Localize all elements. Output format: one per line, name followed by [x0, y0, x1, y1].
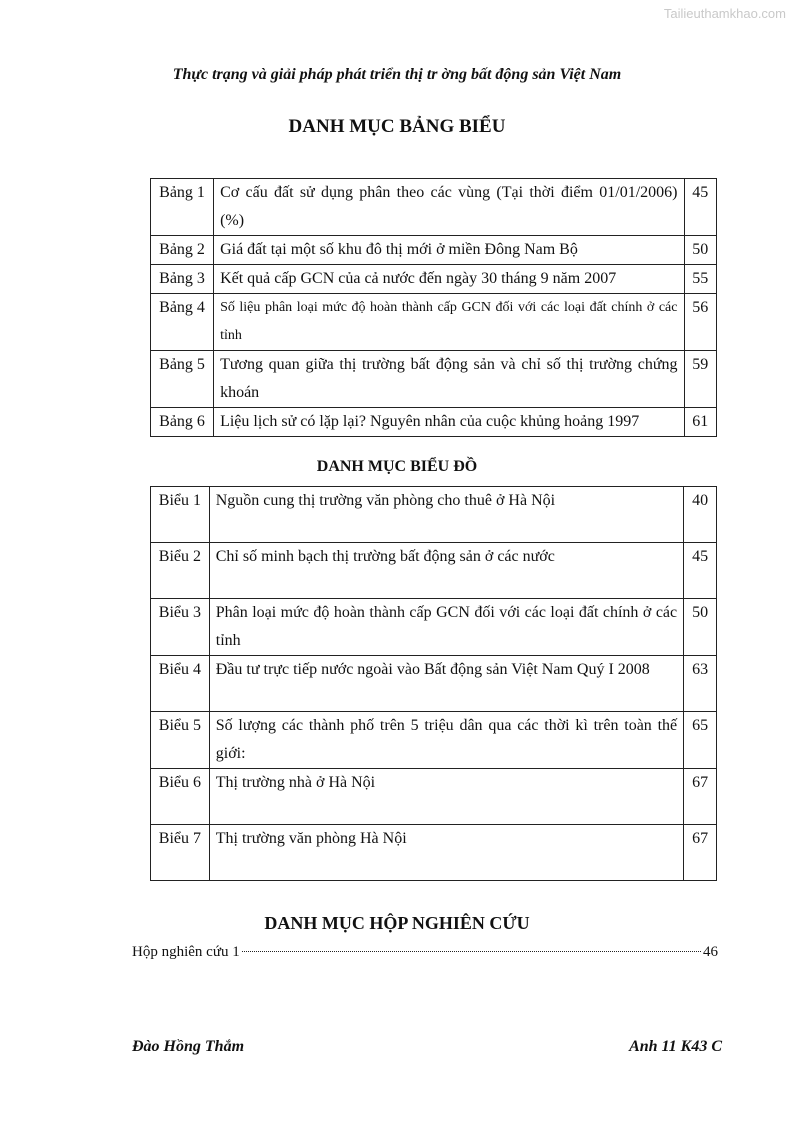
row-title: Kết quả cấp GCN của cả nước đến ngày 30 tháng 9 năm 2007: [214, 265, 684, 294]
document-header: Thực trạng và giải pháp phát triển thị tr ờng bất động sản Việt Nam: [172, 66, 622, 83]
row-label: Biểu 6: [151, 769, 210, 825]
row-label: Biểu 7: [151, 825, 210, 881]
table-row: [151, 825, 717, 881]
row-label: Biểu 3: [151, 599, 210, 656]
box-entry-label: Hộp nghiên cứu 1: [132, 944, 240, 960]
dot-leader: [242, 951, 701, 952]
tables-list: [150, 178, 717, 437]
row-page: 45: [684, 543, 717, 599]
row-title: Giá đất tại một số khu đô thị mới ở miền Đông Nam Bộ: [214, 236, 684, 265]
row-title: Chỉ số minh bạch thị trường bất động sản ở các nước: [209, 543, 683, 599]
row-label: Bảng 2: [151, 236, 214, 265]
row-page: 56: [684, 294, 717, 351]
row-page: 55: [684, 265, 717, 294]
row-page: 67: [684, 825, 717, 881]
row-title: Thị trường văn phòng Hà Nội: [209, 825, 683, 881]
table-row: [151, 294, 717, 351]
row-label: Bảng 6: [151, 408, 214, 437]
box-entry: [132, 944, 718, 961]
table-row: [151, 769, 717, 825]
row-page: 61: [684, 408, 717, 437]
row-title: Liệu lịch sử có lặp lại? Nguyên nhân của cuộc khủng hoảng 1997: [214, 408, 684, 437]
row-page: 45: [684, 179, 717, 236]
row-page: 65: [684, 712, 717, 769]
table-row: [151, 487, 717, 543]
row-page: 40: [684, 487, 717, 543]
row-page: 59: [684, 351, 717, 408]
row-label: Bảng 1: [151, 179, 214, 236]
row-label: Biểu 1: [151, 487, 210, 543]
table-row: [151, 656, 717, 712]
row-title: Phân loại mức độ hoàn thành cấp GCN đối với các loại đất chính ở các tỉnh: [209, 599, 683, 656]
row-page: 67: [684, 769, 717, 825]
row-title: Tương quan giữa thị trường bất động sản và chỉ số thị trường chứng khoán: [214, 351, 684, 408]
tables-section-title: DANH MỤC BẢNG BIỂU: [288, 116, 506, 137]
row-title: Đầu tư trực tiếp nước ngoài vào Bất động sản Việt Nam Quý I 2008: [209, 656, 683, 712]
table-row: [151, 408, 717, 437]
table-row: [151, 265, 717, 294]
row-title: Số liệu phân loại mức độ hoàn thành cấp GCN đối với các loại đất chính ở các tỉnh: [214, 294, 684, 351]
row-label: Biểu 5: [151, 712, 210, 769]
table-row: [151, 351, 717, 408]
table-row: [151, 599, 717, 656]
charts-section-title: DANH MỤC BIỂU ĐỒ: [316, 458, 478, 475]
footer-author: Đào Hồng Thắm: [132, 1038, 245, 1055]
watermark: Tailieuthamkhao.com: [663, 6, 786, 21]
row-label: Biểu 2: [151, 543, 210, 599]
boxes-section-title: DANH MỤC HỘP NGHIÊN CỨU: [264, 913, 530, 933]
row-label: Biểu 4: [151, 656, 210, 712]
row-page: 63: [684, 656, 717, 712]
row-label: Bảng 4: [151, 294, 214, 351]
box-entry-page: 46: [703, 944, 718, 960]
charts-list: [150, 486, 717, 881]
table-row: [151, 179, 717, 236]
table-row: [151, 236, 717, 265]
row-label: Bảng 5: [151, 351, 214, 408]
row-title: Thị trường nhà ở Hà Nội: [209, 769, 683, 825]
footer-class: Anh 11 K43 C: [629, 1038, 722, 1055]
row-page: 50: [684, 599, 717, 656]
row-label: Bảng 3: [151, 265, 214, 294]
row-title: Nguồn cung thị trường văn phòng cho thuê ở Hà Nội: [209, 487, 683, 543]
row-title: Số lượng các thành phố trên 5 triệu dân qua các thời kì trên toàn thế giới:: [209, 712, 683, 769]
table-row: [151, 543, 717, 599]
row-title: Cơ cấu đất sử dụng phân theo các vùng (Tại thời điểm 01/01/2006) (%): [214, 179, 684, 236]
row-page: 50: [684, 236, 717, 265]
table-row: [151, 712, 717, 769]
